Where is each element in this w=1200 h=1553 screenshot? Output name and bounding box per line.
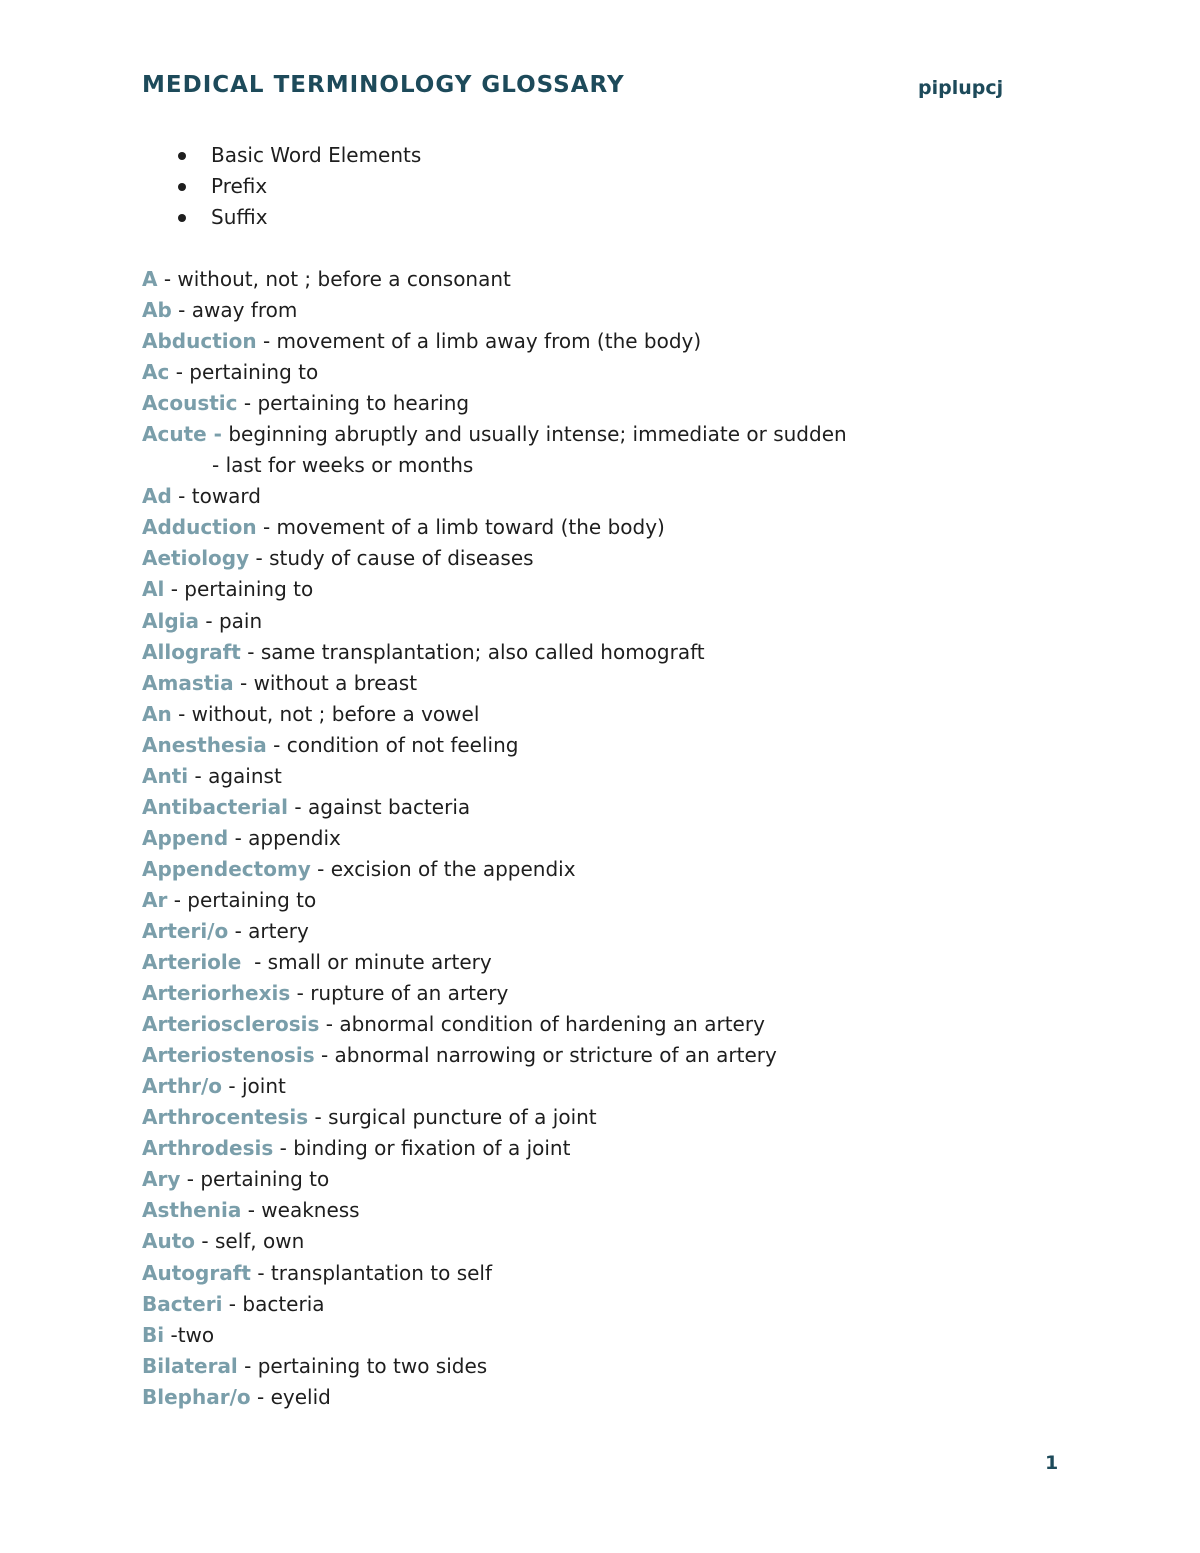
glossary-separator: - <box>222 1074 242 1099</box>
glossary-definition: pertaining to hearing <box>257 391 470 416</box>
glossary-entry <box>142 450 847 481</box>
glossary-definition: artery <box>248 918 309 943</box>
glossary-definition: without, not ; before a consonant <box>177 267 511 291</box>
glossary-separator: - <box>169 360 190 385</box>
glossary-term: Auto <box>142 1229 196 1254</box>
glossary-term: Append <box>142 825 229 850</box>
glossary-definition: without, not ; before a vowel <box>191 701 480 726</box>
glossary-separator: - <box>249 546 270 571</box>
glossary-term: Abduction <box>142 329 257 354</box>
glossary-definition: eyelid <box>270 1384 331 1409</box>
glossary-entry <box>142 1009 847 1040</box>
glossary-term: Bacteri <box>142 1291 223 1316</box>
glossary-separator: - <box>310 856 331 881</box>
section-list <box>178 141 421 234</box>
glossary-entry <box>142 699 847 730</box>
section-item <box>178 141 421 172</box>
glossary-term: Bi <box>142 1322 165 1347</box>
glossary-separator: - <box>241 950 268 975</box>
glossary-entry <box>142 854 847 885</box>
glossary-definition: same transplantation; also called homograft <box>260 639 705 664</box>
glossary-separator: - <box>228 918 249 943</box>
glossary-term: Arteriole <box>142 950 242 975</box>
glossary-term: An <box>142 701 172 726</box>
glossary-term: Adduction <box>142 515 257 540</box>
glossary-definition: beginning abruptly and usually intense; immediate or sudden <box>228 422 847 447</box>
glossary-definition: weakness <box>261 1198 360 1223</box>
section-item <box>178 172 421 203</box>
glossary-entry <box>142 916 847 947</box>
glossary-term: Allograft <box>142 639 241 664</box>
glossary-entry <box>142 1164 847 1195</box>
glossary-term: Algia <box>142 608 200 633</box>
section-item-label: Suffix <box>211 205 268 229</box>
glossary-entry <box>142 637 847 668</box>
glossary-definition: toward <box>191 484 261 509</box>
glossary-term: Antibacterial <box>142 794 288 819</box>
glossary-separator: - <box>308 1105 329 1130</box>
glossary-term: Arthrocentesis <box>142 1105 309 1130</box>
glossary-definition: transplantation to self <box>270 1260 493 1285</box>
glossary-separator: - <box>241 1198 262 1223</box>
glossary-definition: pertaining to <box>189 360 319 385</box>
glossary-definition: pain <box>218 608 263 633</box>
glossary-term: Bilateral <box>142 1353 238 1378</box>
glossary-entry <box>142 481 847 512</box>
glossary-separator: - <box>157 267 178 291</box>
glossary-term: Acute - <box>142 422 222 447</box>
glossary-definition: bacteria <box>242 1291 325 1316</box>
glossary-term: Arthr/o <box>142 1074 223 1099</box>
glossary-entry <box>142 264 847 295</box>
glossary-definition: pertaining to <box>184 577 314 602</box>
glossary-separator: - <box>319 1012 340 1037</box>
glossary-entry <box>142 823 847 854</box>
glossary-separator: - <box>188 763 209 788</box>
glossary-separator: - <box>256 329 277 354</box>
glossary-term: Arteriostenosis <box>142 1043 315 1068</box>
glossary-term: Ar <box>142 887 168 912</box>
section-item <box>178 203 421 234</box>
glossary-entry <box>142 1195 847 1226</box>
glossary-term: Amastia <box>142 670 234 695</box>
glossary-entry <box>142 295 847 326</box>
glossary-separator: - <box>164 1322 178 1347</box>
glossary-definition: away from <box>191 298 298 323</box>
glossary-term: A <box>142 267 158 291</box>
glossary-entry <box>142 947 847 978</box>
glossary-definition: rupture of an artery <box>310 981 509 1006</box>
glossary-definition: against <box>208 763 282 788</box>
glossary-definition: condition of not feeling <box>286 732 519 757</box>
glossary-entry <box>142 326 847 357</box>
glossary-entry <box>142 574 847 605</box>
glossary-definition: two <box>177 1322 215 1347</box>
bullet-icon <box>178 183 186 191</box>
glossary-term: Ab <box>142 298 172 323</box>
glossary-definition: abnormal condition of hardening an artery <box>339 1012 765 1037</box>
glossary-entry <box>142 1040 847 1071</box>
glossary-entry <box>142 543 847 574</box>
glossary-definition: pertaining to <box>187 887 317 912</box>
glossary-term: Appendectomy <box>142 856 311 881</box>
glossary-entry <box>142 1102 847 1133</box>
glossary-term: Anti <box>142 763 189 788</box>
glossary-entry <box>142 1289 847 1320</box>
glossary-definition: without a breast <box>253 670 418 695</box>
glossary-list <box>142 264 847 1413</box>
glossary-term: Blephar/o <box>142 1384 251 1409</box>
glossary-entry <box>142 1382 847 1413</box>
glossary-definition: surgical puncture of a joint <box>328 1105 597 1130</box>
glossary-definition: binding or fixation of a joint <box>293 1136 571 1161</box>
glossary-term: Arteri/o <box>142 918 229 943</box>
glossary-separator: - <box>167 887 188 912</box>
glossary-separator: - <box>180 1167 201 1192</box>
glossary-separator: - <box>256 515 277 540</box>
glossary-term: Anesthesia <box>142 732 267 757</box>
glossary-separator: - <box>250 1260 271 1285</box>
glossary-term: Aetiology <box>142 546 250 571</box>
glossary-definition: self, own <box>214 1229 305 1254</box>
glossary-term: Ac <box>142 360 170 385</box>
glossary-entry <box>142 978 847 1009</box>
glossary-entry <box>142 730 847 761</box>
glossary-separator: - <box>290 981 311 1006</box>
glossary-entry <box>142 792 847 823</box>
author-name: piplupcj <box>918 77 1004 99</box>
glossary-entry <box>142 1320 847 1351</box>
glossary-term: Arthrodesis <box>142 1136 274 1161</box>
glossary-separator: - <box>171 298 192 323</box>
glossary-definition: pertaining to <box>200 1167 330 1192</box>
glossary-definition: excision of the appendix <box>330 856 576 881</box>
glossary-entry <box>142 885 847 916</box>
glossary-entry <box>142 357 847 388</box>
glossary-entry <box>142 1133 847 1164</box>
glossary-term: Asthenia <box>142 1198 242 1223</box>
glossary-separator: - <box>228 825 249 850</box>
glossary-entry <box>142 1351 847 1382</box>
glossary-separator: - <box>314 1043 335 1068</box>
glossary-separator: - <box>237 1353 258 1378</box>
glossary-term: Acoustic <box>142 391 238 416</box>
glossary-entry <box>142 1226 847 1257</box>
glossary-term: Al <box>142 577 165 602</box>
glossary-definition: appendix <box>248 825 341 850</box>
glossary-term: Ad <box>142 484 172 509</box>
glossary-definition: pertaining to two sides <box>257 1353 488 1378</box>
page-number: 1 <box>1045 1452 1059 1474</box>
glossary-entry <box>142 606 847 637</box>
bullet-icon <box>178 214 186 222</box>
glossary-term: Arteriosclerosis <box>142 1012 320 1037</box>
glossary-separator: - <box>171 484 192 509</box>
bullet-icon <box>178 152 186 160</box>
glossary-entry <box>142 1258 847 1289</box>
glossary-definition: study of cause of diseases <box>269 546 534 571</box>
glossary-separator: - <box>195 1229 215 1254</box>
glossary-definition: movement of a limb away from (the body) <box>276 329 702 354</box>
glossary-definition: - last for weeks or months <box>212 453 474 478</box>
glossary-separator: - <box>240 639 261 664</box>
glossary-separator: - <box>250 1384 271 1409</box>
glossary-separator: - <box>273 1136 294 1161</box>
glossary-entry <box>142 512 847 543</box>
document-title: MEDICAL TERMINOLOGY GLOSSARY <box>142 72 625 98</box>
glossary-entry <box>142 668 847 699</box>
glossary-term: Arteriorhexis <box>142 981 291 1006</box>
glossary-separator: - <box>171 701 192 726</box>
glossary-term: Ary <box>142 1167 181 1192</box>
glossary-definition: small or minute artery <box>267 950 492 975</box>
glossary-separator: - <box>199 608 219 633</box>
glossary-definition: against bacteria <box>307 794 471 819</box>
glossary-term: Autograft <box>142 1260 251 1285</box>
glossary-definition: abnormal narrowing or stricture of an artery <box>334 1043 777 1068</box>
glossary-separator: - <box>237 391 258 416</box>
glossary-separator: - <box>222 1291 243 1316</box>
glossary-separator: - <box>233 670 254 695</box>
glossary-entry <box>142 419 847 450</box>
glossary-separator: - <box>266 732 287 757</box>
glossary-definition: movement of a limb toward (the body) <box>276 515 665 540</box>
glossary-entry <box>142 761 847 792</box>
glossary-entry <box>142 1071 847 1102</box>
glossary-separator: - <box>288 794 308 819</box>
glossary-separator: - <box>164 577 185 602</box>
glossary-entry <box>142 388 847 419</box>
glossary-definition: joint <box>242 1074 286 1099</box>
section-item-label: Prefix <box>211 174 268 198</box>
section-item-label: Basic Word Elements <box>211 143 422 167</box>
